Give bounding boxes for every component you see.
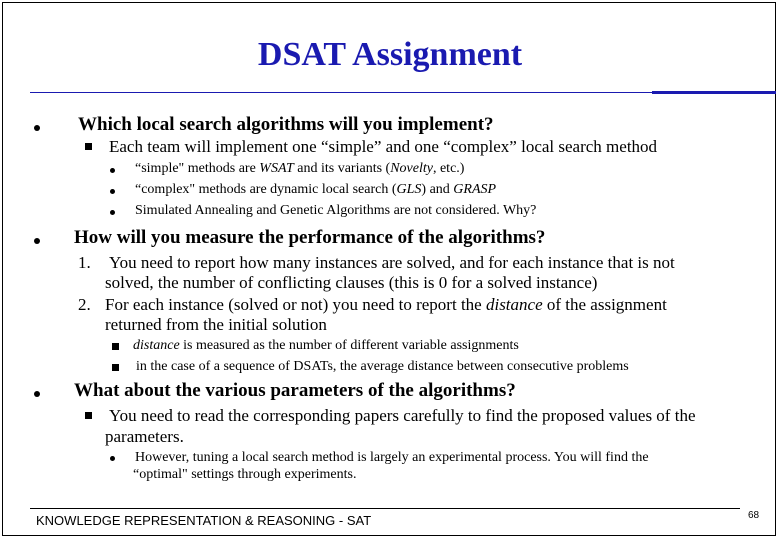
q3-item-line1: However, tuning a local search method is largely an experimental process. You will find the — [135, 450, 649, 465]
footer-rule — [30, 508, 740, 509]
bullet-q3 — [34, 391, 40, 397]
q2-sub-sequence: in the case of a sequence of DSATs, the average distance between consecutive problems — [136, 359, 629, 374]
q2-point2-line2: returned from the initial solution — [105, 315, 327, 334]
title-rule-accent — [652, 91, 776, 94]
bullet-q1-item1 — [110, 168, 115, 173]
q3-sub-line1: You need to read the corresponding papers carefully to find the proposed values of the — [109, 406, 696, 425]
q3-item-line2: “optimal" settings through experiments. — [133, 467, 357, 482]
q3-text: What about the various parameters of the algorithms? — [74, 380, 516, 401]
bullet-q1-item3 — [110, 210, 115, 215]
q2-sub-distance: distance is measured as the number of different variable assignments — [133, 338, 519, 353]
q2-number-1: 1. — [78, 253, 91, 272]
q1-item-excluded: Simulated Annealing and Genetic Algorithms are not considered. Why? — [135, 203, 537, 218]
bullet-q3-item — [110, 456, 115, 461]
q1-sub-text: Each team will implement one “simple” and one “complex” local search method — [109, 137, 658, 156]
bullet-q2-sub1 — [112, 343, 119, 350]
q2-number-2: 2. — [78, 295, 91, 314]
page-number: 68 — [748, 510, 760, 521]
footer-text: KNOWLEDGE REPRESENTATION & REASONING - SAT — [36, 513, 372, 528]
q1-text: Which local search algorithms will you implement? — [78, 114, 494, 135]
q2-point1-line2: solved, the number of conflicting clauses (this is 0 for a solved instance) — [105, 273, 598, 292]
bullet-q1-sub — [85, 143, 92, 150]
q3-sub-line2: parameters. — [105, 427, 184, 446]
bullet-q2 — [34, 238, 40, 244]
slide-title: DSAT Assignment — [257, 36, 523, 73]
q2-point1-line1: You need to report how many instances are solved, and for each instance that is not — [109, 253, 675, 272]
bullet-q1 — [34, 125, 40, 131]
q2-point2-line1: For each instance (solved or not) you need to report the distance of the assignment — [105, 295, 667, 314]
q1-item-simple: “simple" methods are WSAT and its variants (Novelty, etc.) — [135, 161, 465, 176]
q1-item-complex: “complex" methods are dynamic local search (GLS) and GRASP — [135, 182, 497, 197]
q2-text: How will you measure the performance of the algorithms? — [74, 227, 546, 248]
bullet-q1-item2 — [110, 189, 115, 194]
bullet-q2-sub2 — [112, 364, 119, 371]
bullet-q3-sub — [85, 412, 92, 419]
